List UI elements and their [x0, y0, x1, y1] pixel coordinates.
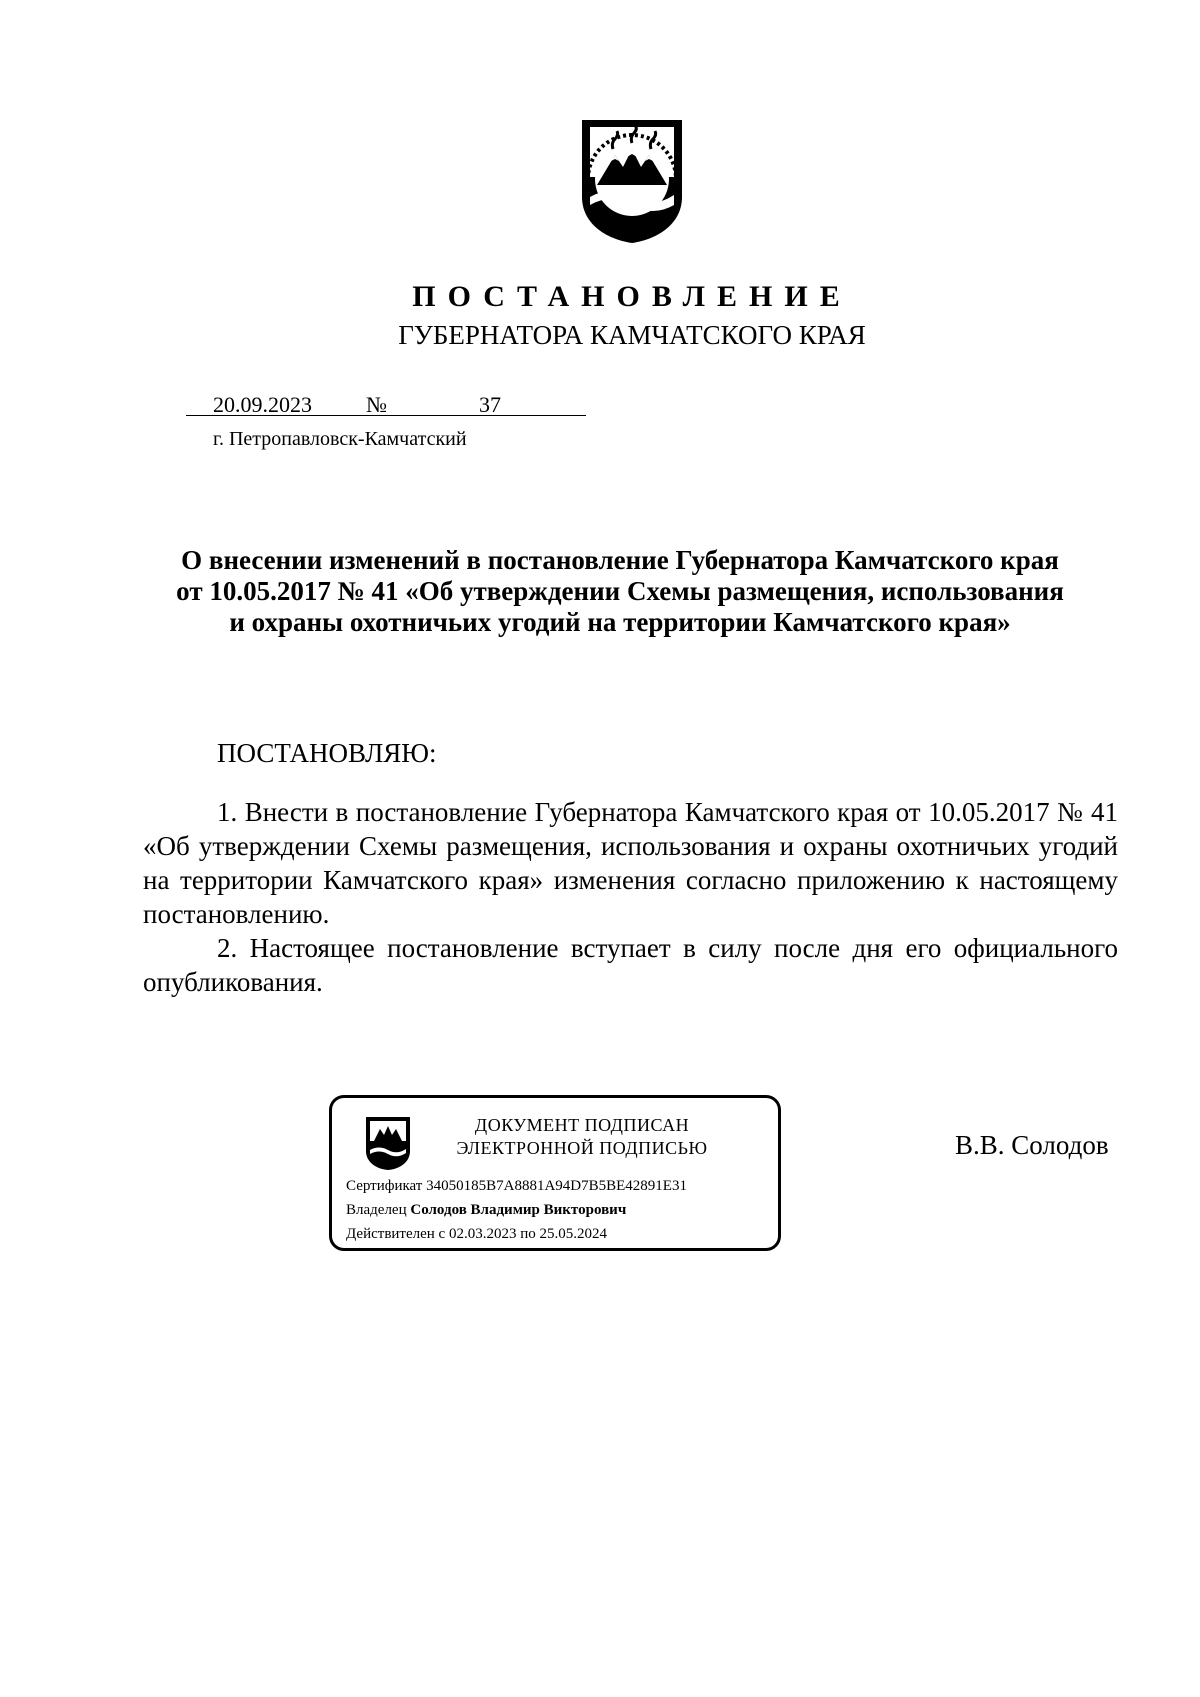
stamp-title: ДОКУМЕНТ ПОДПИСАН: [474, 1115, 690, 1135]
stamp-certificate: [346, 1178, 687, 1195]
body-paragraph: 1. Внести в постановление Губернатора Камчатского края от 10.05.2017 № 41 «Об утверждении Схемы размещения, использования и охраны охотничьих угодий на территории Камчатского края» изменения согласно приложению к настоящему постановлению.: [143, 797, 1118, 929]
heading-line: и охраны охотничьих угодий на территории Камчатского края»: [229, 607, 1011, 637]
heading-line: О внесении изменений в постановление Губернатора Камчатского края: [181, 545, 1059, 575]
document-body: [143, 795, 1118, 999]
document-place: г. Петропавловск-Камчатский: [213, 428, 467, 450]
heading-line: от 10.05.2017 № 41 «Об утверждении Схемы размещения, использования: [176, 576, 1064, 606]
decree-word: ПОСТАНОВЛЯЮ:: [217, 738, 437, 768]
registration-number-sign: №: [366, 392, 387, 417]
registration-number: 37: [479, 392, 501, 417]
stamp-title: ЭЛЕКТРОННОЙ ПОДПИСЬЮ: [456, 1138, 708, 1158]
valid-label: Действителен с: [346, 1226, 446, 1242]
document-type: ПОСТАНОВЛЕНИЕ: [412, 280, 852, 313]
owner-label: Владелец: [346, 1202, 407, 1218]
signer-name: В.В. Солодов: [955, 1130, 1109, 1160]
kamchatka-coat-of-arms-icon: [364, 1115, 412, 1171]
document-heading: [120, 545, 1120, 638]
registration-date: 20.09.2023: [213, 392, 312, 417]
electronic-signature-stamp: [329, 1095, 781, 1251]
body-paragraph: 2. Настоящее постановление вступает в силу после дня его официального опубликования.: [143, 933, 1118, 997]
valid-from: 02.03.2023: [448, 1226, 517, 1242]
owner-value: Солодов Владимир Викторович: [410, 1202, 627, 1218]
valid-to: 25.05.2024: [539, 1226, 607, 1242]
stamp-owner: [346, 1202, 626, 1219]
stamp-validity: [346, 1226, 607, 1243]
kamchatka-coat-of-arms-icon: [577, 115, 687, 245]
document-issuer: ГУБЕРНАТОРА КАМЧАТСКОГО КРАЯ: [398, 320, 866, 350]
certificate-label: Сертификат: [346, 1178, 423, 1194]
certificate-value: 34050185B7A8881A94D7B5BE42891E31: [426, 1178, 687, 1194]
valid-to-label: по: [520, 1226, 536, 1242]
